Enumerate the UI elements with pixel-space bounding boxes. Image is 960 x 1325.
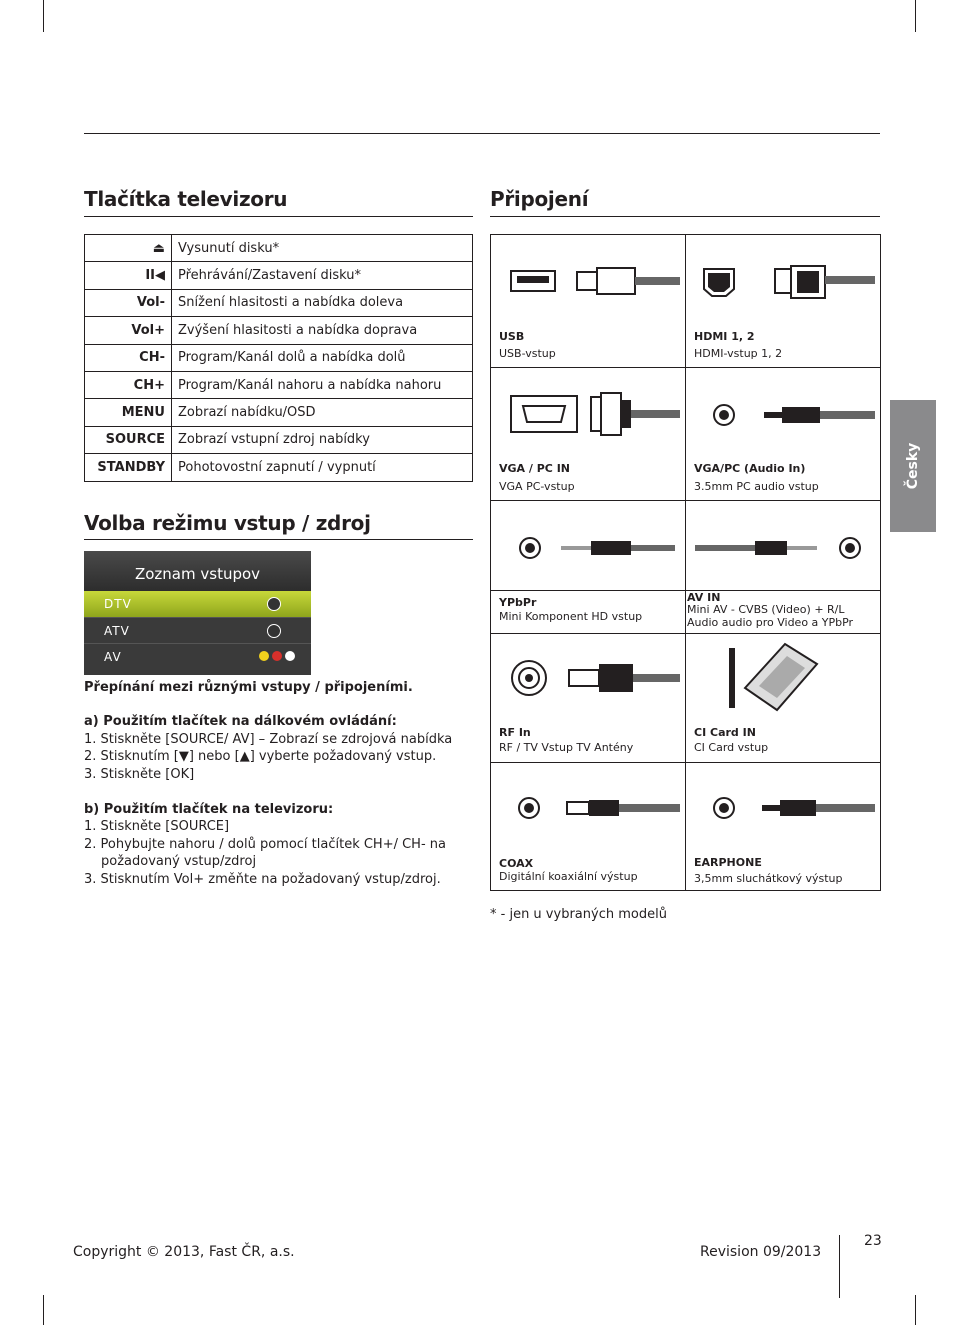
remote-step: 2. Stisknutím [▼] nebo [▲] vyberte požadovaný vstup.: [84, 749, 437, 764]
avin-desc1: Mini AV - CVBS (Video) + R/L: [687, 603, 845, 616]
tv-step: požadovaný vstup/zdroj: [101, 854, 257, 869]
button-key: CH-: [85, 344, 172, 371]
header-rule: [84, 133, 880, 134]
osd-item-atv: ATV: [84, 617, 311, 643]
button-key: STANDBY: [85, 454, 172, 481]
avin-desc2: Audio audio pro Video a YPbPr: [687, 616, 854, 629]
coax-title: COAX: [499, 857, 534, 870]
white-jack-icon: [285, 651, 295, 661]
right-heading-rule: [490, 216, 880, 217]
earphone-jack-icon: [690, 790, 875, 826]
button-description: Snížení hlasitosti a nabídka doleva: [172, 289, 473, 316]
page-number: 23: [864, 1233, 882, 1249]
ypbpr-title: YPbPr: [499, 596, 537, 609]
button-row: [85, 371, 473, 398]
button-row: [85, 454, 473, 481]
red-jack-icon: [272, 651, 282, 661]
source-heading: Volba režimu vstup / zdroj: [84, 511, 371, 535]
vga-audio-title: VGA/PC (Audio In): [694, 462, 806, 475]
button-key: Vol-: [85, 289, 172, 316]
button-description: Zobrazí nabídku/OSD: [172, 399, 473, 426]
remote-title: a) Použitím tlačítek na dálkovém ovládání:: [84, 714, 397, 729]
button-description: Program/Kanál dolů a nabídka dolů: [172, 344, 473, 371]
avin-title: AV IN: [687, 591, 721, 604]
footer-revision: Revision 09/2013: [700, 1244, 822, 1260]
left-heading: Tlačítka televizoru: [84, 187, 288, 211]
osd-item-dtv: DTV: [84, 591, 311, 617]
button-key: CH+: [85, 371, 172, 398]
button-description: Zobrazí vstupní zdroj nabídky: [172, 426, 473, 453]
remote-step: 3. Stiskněte [OK]: [84, 767, 195, 782]
button-key: SOURCE: [85, 426, 172, 453]
language-tab: [890, 400, 936, 532]
grid-line: [490, 590, 881, 591]
av-jack-icon: [690, 530, 875, 566]
tv-title: b) Použitím tlačítek na televizoru:: [84, 802, 334, 817]
button-key: Vol+: [85, 317, 172, 344]
rf-title: RF In: [499, 726, 531, 739]
tv-step: 2. Pohybujte nahoru / dolů pomocí tlačítek CH+/ CH- na: [84, 837, 446, 852]
button-row: [85, 426, 473, 453]
hdmi-title: HDMI 1, 2: [694, 330, 755, 343]
yellow-jack-icon: [259, 651, 269, 661]
coax-desc: Digitální koaxiální výstup: [499, 870, 638, 883]
ypbpr-desc: Mini Komponent HD vstup: [499, 610, 643, 623]
antenna-icon: [267, 624, 281, 638]
grid-line: [490, 633, 881, 634]
page-divider: [839, 1235, 840, 1298]
earphone-title: EARPHONE: [694, 856, 762, 869]
button-key: MENU: [85, 399, 172, 426]
button-row: [85, 235, 473, 262]
button-row: [85, 317, 473, 344]
usb-connector-icon: [495, 262, 680, 307]
vga-connector-icon: [495, 390, 680, 440]
antenna-icon: [267, 597, 281, 611]
vga-title: VGA / PC IN: [499, 462, 570, 475]
button-description: Zvýšení hlasitosti a nabídka doprava: [172, 317, 473, 344]
language-tab-label: Česky: [905, 442, 921, 490]
button-description: Program/Kanál nahoru a nabídka nahoru: [172, 371, 473, 398]
source-menu-screenshot: [84, 551, 311, 675]
button-row: [85, 399, 473, 426]
hdmi-desc: HDMI-vstup 1, 2: [694, 347, 783, 360]
button-key: ⏏: [85, 235, 172, 262]
button-row: [85, 344, 473, 371]
usb-title: USB: [499, 330, 525, 343]
rf-desc: RF / TV Vstup TV Antény: [499, 741, 634, 754]
grid-line: [490, 367, 881, 368]
grid-line: [490, 762, 881, 763]
tv-step: 3. Stisknutím Vol+ změňte na požadovaný vstup/zdroj.: [84, 872, 441, 887]
audio-jack-icon: [690, 395, 875, 435]
button-description: Pohotovostní zapnutí / vypnutí: [172, 454, 473, 481]
remote-step: 1. Stiskněte [SOURCE/ AV] – Zobrazí se zdrojová nabídka: [84, 732, 453, 747]
rf-connector-icon: [495, 650, 680, 710]
footnote: * - jen u vybraných modelů: [490, 907, 667, 922]
button-row: [85, 262, 473, 289]
vga-desc: VGA PC-vstup: [499, 480, 575, 493]
hdmi-connector-icon: [690, 262, 875, 307]
osd-item-av: AV: [84, 643, 311, 669]
grid-divider: [685, 234, 686, 891]
crop-mark: [915, 0, 916, 32]
grid-line: [490, 500, 881, 501]
crop-mark: [43, 1295, 44, 1325]
crop-mark: [915, 1295, 916, 1325]
switching-title: Přepínání mezi různými vstupy / připojeními.: [84, 680, 413, 695]
footer-copyright: Copyright © 2013, Fast ČR, a.s.: [73, 1244, 295, 1260]
button-row: [85, 289, 473, 316]
coax-jack-icon: [495, 790, 680, 826]
buttons-table: [84, 234, 473, 482]
crop-mark: [43, 0, 44, 32]
vga-audio-desc: 3.5mm PC audio vstup: [694, 480, 819, 493]
source-heading-rule: [84, 539, 473, 540]
button-key: II◀: [85, 262, 172, 289]
tv-step: 1. Stiskněte [SOURCE]: [84, 819, 230, 834]
right-heading: Připojení: [490, 187, 589, 211]
ci-desc: CI Card vstup: [694, 741, 769, 754]
ci-title: CI Card IN: [694, 726, 756, 739]
button-description: Přehrávání/Zastavení disku*: [172, 262, 473, 289]
osd-title: Zoznam vstupov: [84, 551, 311, 595]
left-heading-rule: [84, 216, 473, 217]
button-description: Vysunutí disku*: [172, 235, 473, 262]
earphone-desc: 3,5mm sluchátkový výstup: [694, 872, 843, 885]
usb-desc: USB-vstup: [499, 347, 556, 360]
ypbpr-jack-icon: [495, 530, 680, 566]
ci-card-icon: [715, 638, 825, 713]
